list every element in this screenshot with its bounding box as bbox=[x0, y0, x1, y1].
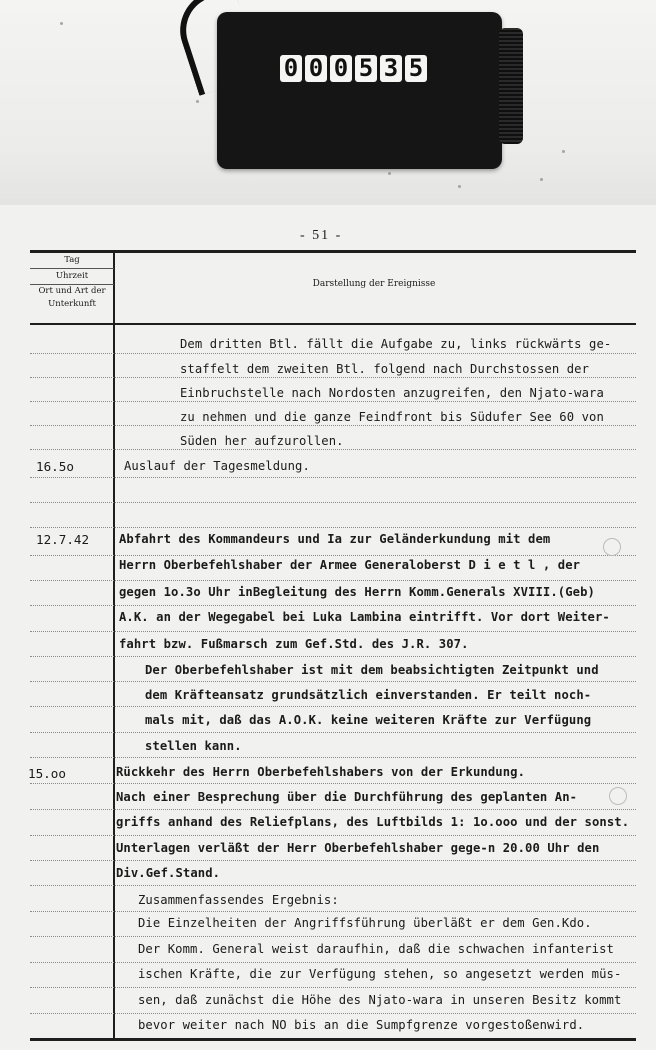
frame-counter-device bbox=[217, 12, 502, 169]
entry-text-line: fahrt bzw. Fußmarsch zum Gef.Std. des J.R. 307. bbox=[119, 637, 469, 651]
entry-text-line: griffs anhand des Reliefplans, des Luftbilds 1: 1o.ooo und der sonst. bbox=[116, 815, 630, 829]
ruled-line bbox=[30, 425, 636, 426]
entry-text-line: Unterlagen verläßt der Herr Oberbefehlshaber gege-n 20.00 Uhr den bbox=[116, 841, 600, 855]
entry-text-line: A.K. an der Wegegabel bei Luka Lambina eintrifft. Vor dort Weiter- bbox=[119, 610, 610, 624]
war-diary-page bbox=[0, 205, 656, 1050]
entry-text-line: Süden her aufzurollen. bbox=[180, 434, 344, 448]
entry-text-line: sen, daß zunächst die Höhe des Njato-wara in unseren Besitz kommt bbox=[138, 993, 622, 1007]
ruled-line bbox=[30, 502, 636, 503]
entry-text-line: Nach einer Besprechung über die Durchführung des geplanten An- bbox=[116, 790, 578, 804]
ruled-line bbox=[30, 783, 636, 784]
ruled-line bbox=[30, 911, 636, 912]
ruled-line bbox=[30, 936, 636, 937]
counter-knob bbox=[499, 28, 523, 144]
entry-date: 12.7.42 bbox=[36, 532, 90, 547]
dust-speck bbox=[196, 100, 199, 103]
dust-speck bbox=[540, 178, 543, 181]
entry-time: 16.5o bbox=[36, 459, 74, 474]
entry-text-line: bevor weiter nach NO bis an die Sumpfgrenze vorgestoßenwird. bbox=[138, 1018, 585, 1032]
ruled-line bbox=[30, 353, 636, 354]
header-right-column: Darstellung der Ereignisse bbox=[312, 279, 436, 289]
ruled-line bbox=[30, 987, 636, 988]
entry-text-line: Abfahrt des Kommandeurs und Ia zur Geländerkundung mit dem bbox=[119, 532, 551, 546]
page-number: - 51 - bbox=[300, 228, 343, 243]
ruled-line bbox=[30, 449, 636, 450]
entry-text-line: Dem dritten Btl. fällt die Aufgabe zu, links rückwärts ge- bbox=[180, 337, 612, 351]
entry-text-line: Herrn Oberbefehlshaber der Armee Generaloberst D i e t l , der bbox=[119, 558, 581, 572]
dust-speck bbox=[60, 22, 63, 25]
ruled-line bbox=[30, 401, 636, 402]
entry-text-line: Der Komm. General weist daraufhin, daß die schwachen infanterist bbox=[138, 942, 614, 956]
dust-speck bbox=[458, 185, 461, 188]
ruled-line bbox=[30, 580, 636, 581]
header-left-column bbox=[30, 253, 114, 323]
ruled-line bbox=[30, 631, 636, 632]
ruled-line bbox=[30, 962, 636, 963]
entry-text-line: Rückkehr des Herrn Oberbefehlshabers von der Erkundung. bbox=[116, 765, 526, 779]
entry-text-line: Einbruchstelle nach Nordosten anzugreifen, den Njato-wara bbox=[180, 386, 604, 400]
header-ort: Ort und Art der Unterkunft bbox=[38, 286, 106, 309]
ruled-line bbox=[30, 681, 636, 682]
ruled-line bbox=[30, 809, 636, 810]
entry-text-line: gegen 1o.3o Uhr inBegleitung des Herrn Komm.Generals XVIII.(Geb) bbox=[119, 585, 595, 599]
ruled-line bbox=[30, 732, 636, 733]
entry-text-line: dem Kräfteansatz grundsätzlich einverstanden. Er teilt noch- bbox=[145, 688, 592, 702]
entry-text-line: stellen kann. bbox=[145, 739, 242, 753]
dust-speck bbox=[388, 172, 391, 175]
scan-header-photo bbox=[0, 0, 656, 210]
hole-punch-mark bbox=[603, 538, 621, 556]
ruled-line bbox=[30, 757, 636, 758]
ruled-line bbox=[30, 860, 636, 861]
counter-window bbox=[280, 55, 440, 85]
ruled-line bbox=[30, 885, 636, 886]
counter-digit: 0 bbox=[280, 55, 302, 82]
entry-text-line: Der Oberbefehlshaber ist mit dem beabsichtigten Zeitpunkt und bbox=[145, 663, 599, 677]
entry-text-line: staffelt dem zweiten Btl. folgend nach Durchstossen der bbox=[180, 362, 590, 376]
counter-digit: 5 bbox=[405, 55, 427, 82]
table-bottom-rule bbox=[30, 1038, 636, 1041]
entry-text-line: Die Einzelheiten der Angriffsführung überläßt er dem Gen.Kdo. bbox=[138, 916, 592, 930]
entry-text-line: Auslauf der Tagesmeldung. bbox=[124, 459, 310, 473]
entry-text-line: zu nehmen und die ganze Feindfront bis Südufer See 60 von bbox=[180, 410, 604, 424]
ruled-line bbox=[30, 605, 636, 606]
header-tag: Tag bbox=[30, 253, 114, 269]
column-divider bbox=[113, 250, 115, 1040]
header-uhrzeit: Uhrzeit bbox=[30, 269, 114, 285]
dust-speck bbox=[562, 150, 565, 153]
entry-text-line: mals mit, daß das A.O.K. keine weiteren Kräfte zur Verfügung bbox=[145, 713, 592, 727]
counter-digit: 5 bbox=[355, 55, 377, 82]
ruled-line bbox=[30, 555, 636, 556]
entry-text-line: ischen Kräfte, die zur Verfügung stehen, so angesetzt werden müs- bbox=[138, 967, 622, 981]
ruled-line bbox=[30, 527, 636, 528]
counter-digit: 3 bbox=[380, 55, 402, 82]
ruled-line bbox=[30, 1013, 636, 1014]
entry-text-line: Zusammenfassendes Ergebnis: bbox=[138, 893, 339, 907]
ruled-line bbox=[30, 477, 636, 478]
entry-text-line: Div.Gef.Stand. bbox=[116, 866, 221, 880]
table-top-rule bbox=[30, 250, 636, 253]
entry-time: 15.oo bbox=[28, 766, 66, 781]
ruled-line bbox=[30, 706, 636, 707]
header-bottom-rule bbox=[30, 323, 636, 325]
ruled-line bbox=[30, 377, 636, 378]
ruled-line bbox=[30, 835, 636, 836]
counter-digit: 0 bbox=[330, 55, 352, 82]
counter-digit: 0 bbox=[305, 55, 327, 82]
hole-punch-mark bbox=[609, 787, 627, 805]
ruled-line bbox=[30, 656, 636, 657]
